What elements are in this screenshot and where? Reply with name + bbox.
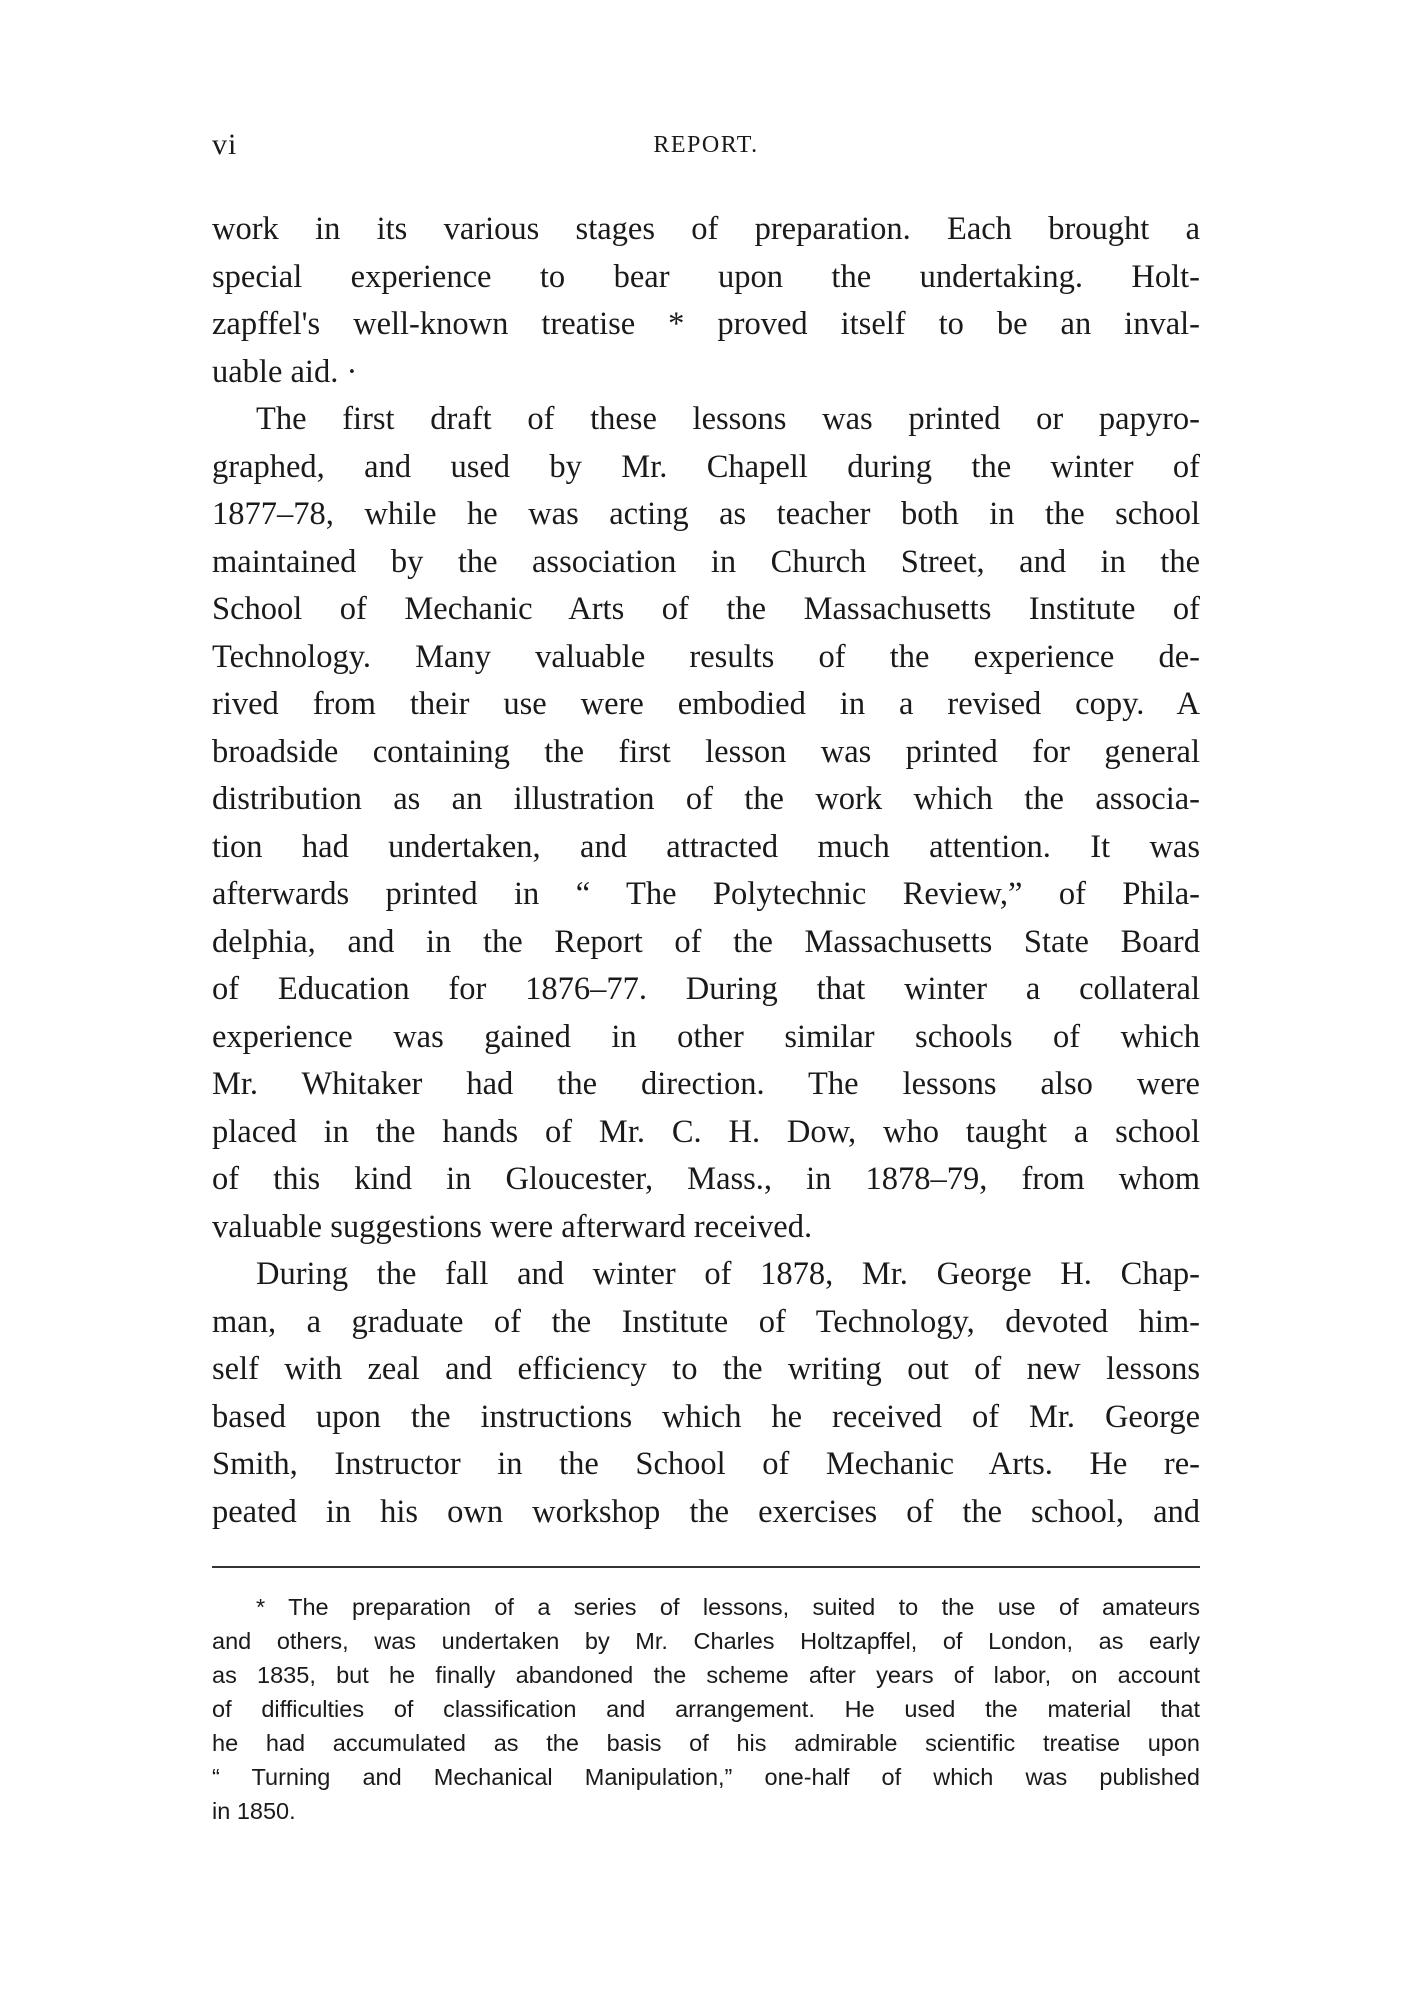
body-text — [212, 206, 1200, 1536]
footnote-line: in 1850. — [212, 1798, 296, 1824]
body-line: man, a graduate of the Institute of Technology, devoted him- — [212, 1303, 1200, 1340]
footnote — [212, 1590, 1200, 1828]
body-line: experience was gained in other similar schools of which — [212, 1018, 1200, 1055]
footnote-line: and others, was undertaken by Mr. Charles Holtzapffel, of London, as early — [212, 1628, 1200, 1654]
body-line: School of Mechanic Arts of the Massachusetts Institute of — [212, 591, 1200, 627]
body-line: rived from their use were embodied in a revised copy. A — [212, 686, 1200, 722]
footnote-line: he had accumulated as the basis of his admirable scientific treatise upon — [212, 1730, 1200, 1756]
body-line: peated in his own workshop the exercises of the school, and — [212, 1493, 1200, 1530]
footnote-line: as 1835, but he finally abandoned the scheme after years of labor, on account — [212, 1662, 1200, 1688]
body-line: work in its various stages of preparation. Each brought a — [212, 211, 1200, 247]
body-line: 1877–78, while he was acting as teacher both in the school — [212, 496, 1200, 532]
body-line: broadside containing the first lesson was printed for general — [212, 733, 1200, 770]
running-head: REPORT. — [653, 132, 759, 158]
body-line: zapffel's well-known treatise * proved itself to be an inval- — [212, 306, 1200, 342]
footnote-line: * The preparation of a series of lessons, suited to the use of amateurs — [256, 1594, 1200, 1620]
body-line: Smith, Instructor in the School of Mechanic Arts. He re- — [212, 1446, 1200, 1482]
page-header — [212, 128, 1200, 168]
body-line: Mr. Whitaker had the direction. The lessons also were — [212, 1066, 1200, 1102]
footnote-line: of difficulties of classification and arrangement. He used the material that — [212, 1696, 1200, 1722]
body-line: graphed, and used by Mr. Chapell during the winter of — [212, 448, 1200, 485]
body-line: valuable suggestions were afterward received. — [212, 1208, 813, 1245]
body-line: special experience to bear upon the undertaking. Holt- — [212, 258, 1200, 295]
body-line: maintained by the association in Church Street, and in the — [212, 543, 1200, 580]
footnote-line: “ Turning and Mechanical Manipulation,” one-half of which was published — [212, 1764, 1200, 1790]
body-line: During the fall and winter of 1878, Mr. George H. Chap- — [256, 1256, 1200, 1292]
body-line: The first draft of these lessons was printed or papyro- — [256, 401, 1200, 437]
body-line: self with zeal and efficiency to the writing out of new lessons — [212, 1351, 1200, 1387]
body-line: based upon the instructions which he received of Mr. George — [212, 1398, 1200, 1435]
body-line: of this kind in Gloucester, Mass., in 1878–79, from whom — [212, 1161, 1200, 1197]
body-line: placed in the hands of Mr. C. H. Dow, who taught a school — [212, 1113, 1200, 1150]
footnote-divider — [212, 1566, 1200, 1568]
page-number: vi — [212, 128, 238, 161]
body-line: uable aid. · — [212, 353, 358, 390]
body-line: distribution as an illustration of the work which the associa- — [212, 781, 1200, 817]
body-line: tion had undertaken, and attracted much attention. It was — [212, 828, 1200, 865]
body-line: Technology. Many valuable results of the experience de- — [212, 638, 1200, 675]
body-line: of Education for 1876–77. During that winter a collateral — [212, 971, 1200, 1007]
body-line: afterwards printed in “ The Polytechnic Review,” of Phila- — [212, 876, 1200, 912]
body-line: delphia, and in the Report of the Massachusetts State Board — [212, 923, 1200, 960]
